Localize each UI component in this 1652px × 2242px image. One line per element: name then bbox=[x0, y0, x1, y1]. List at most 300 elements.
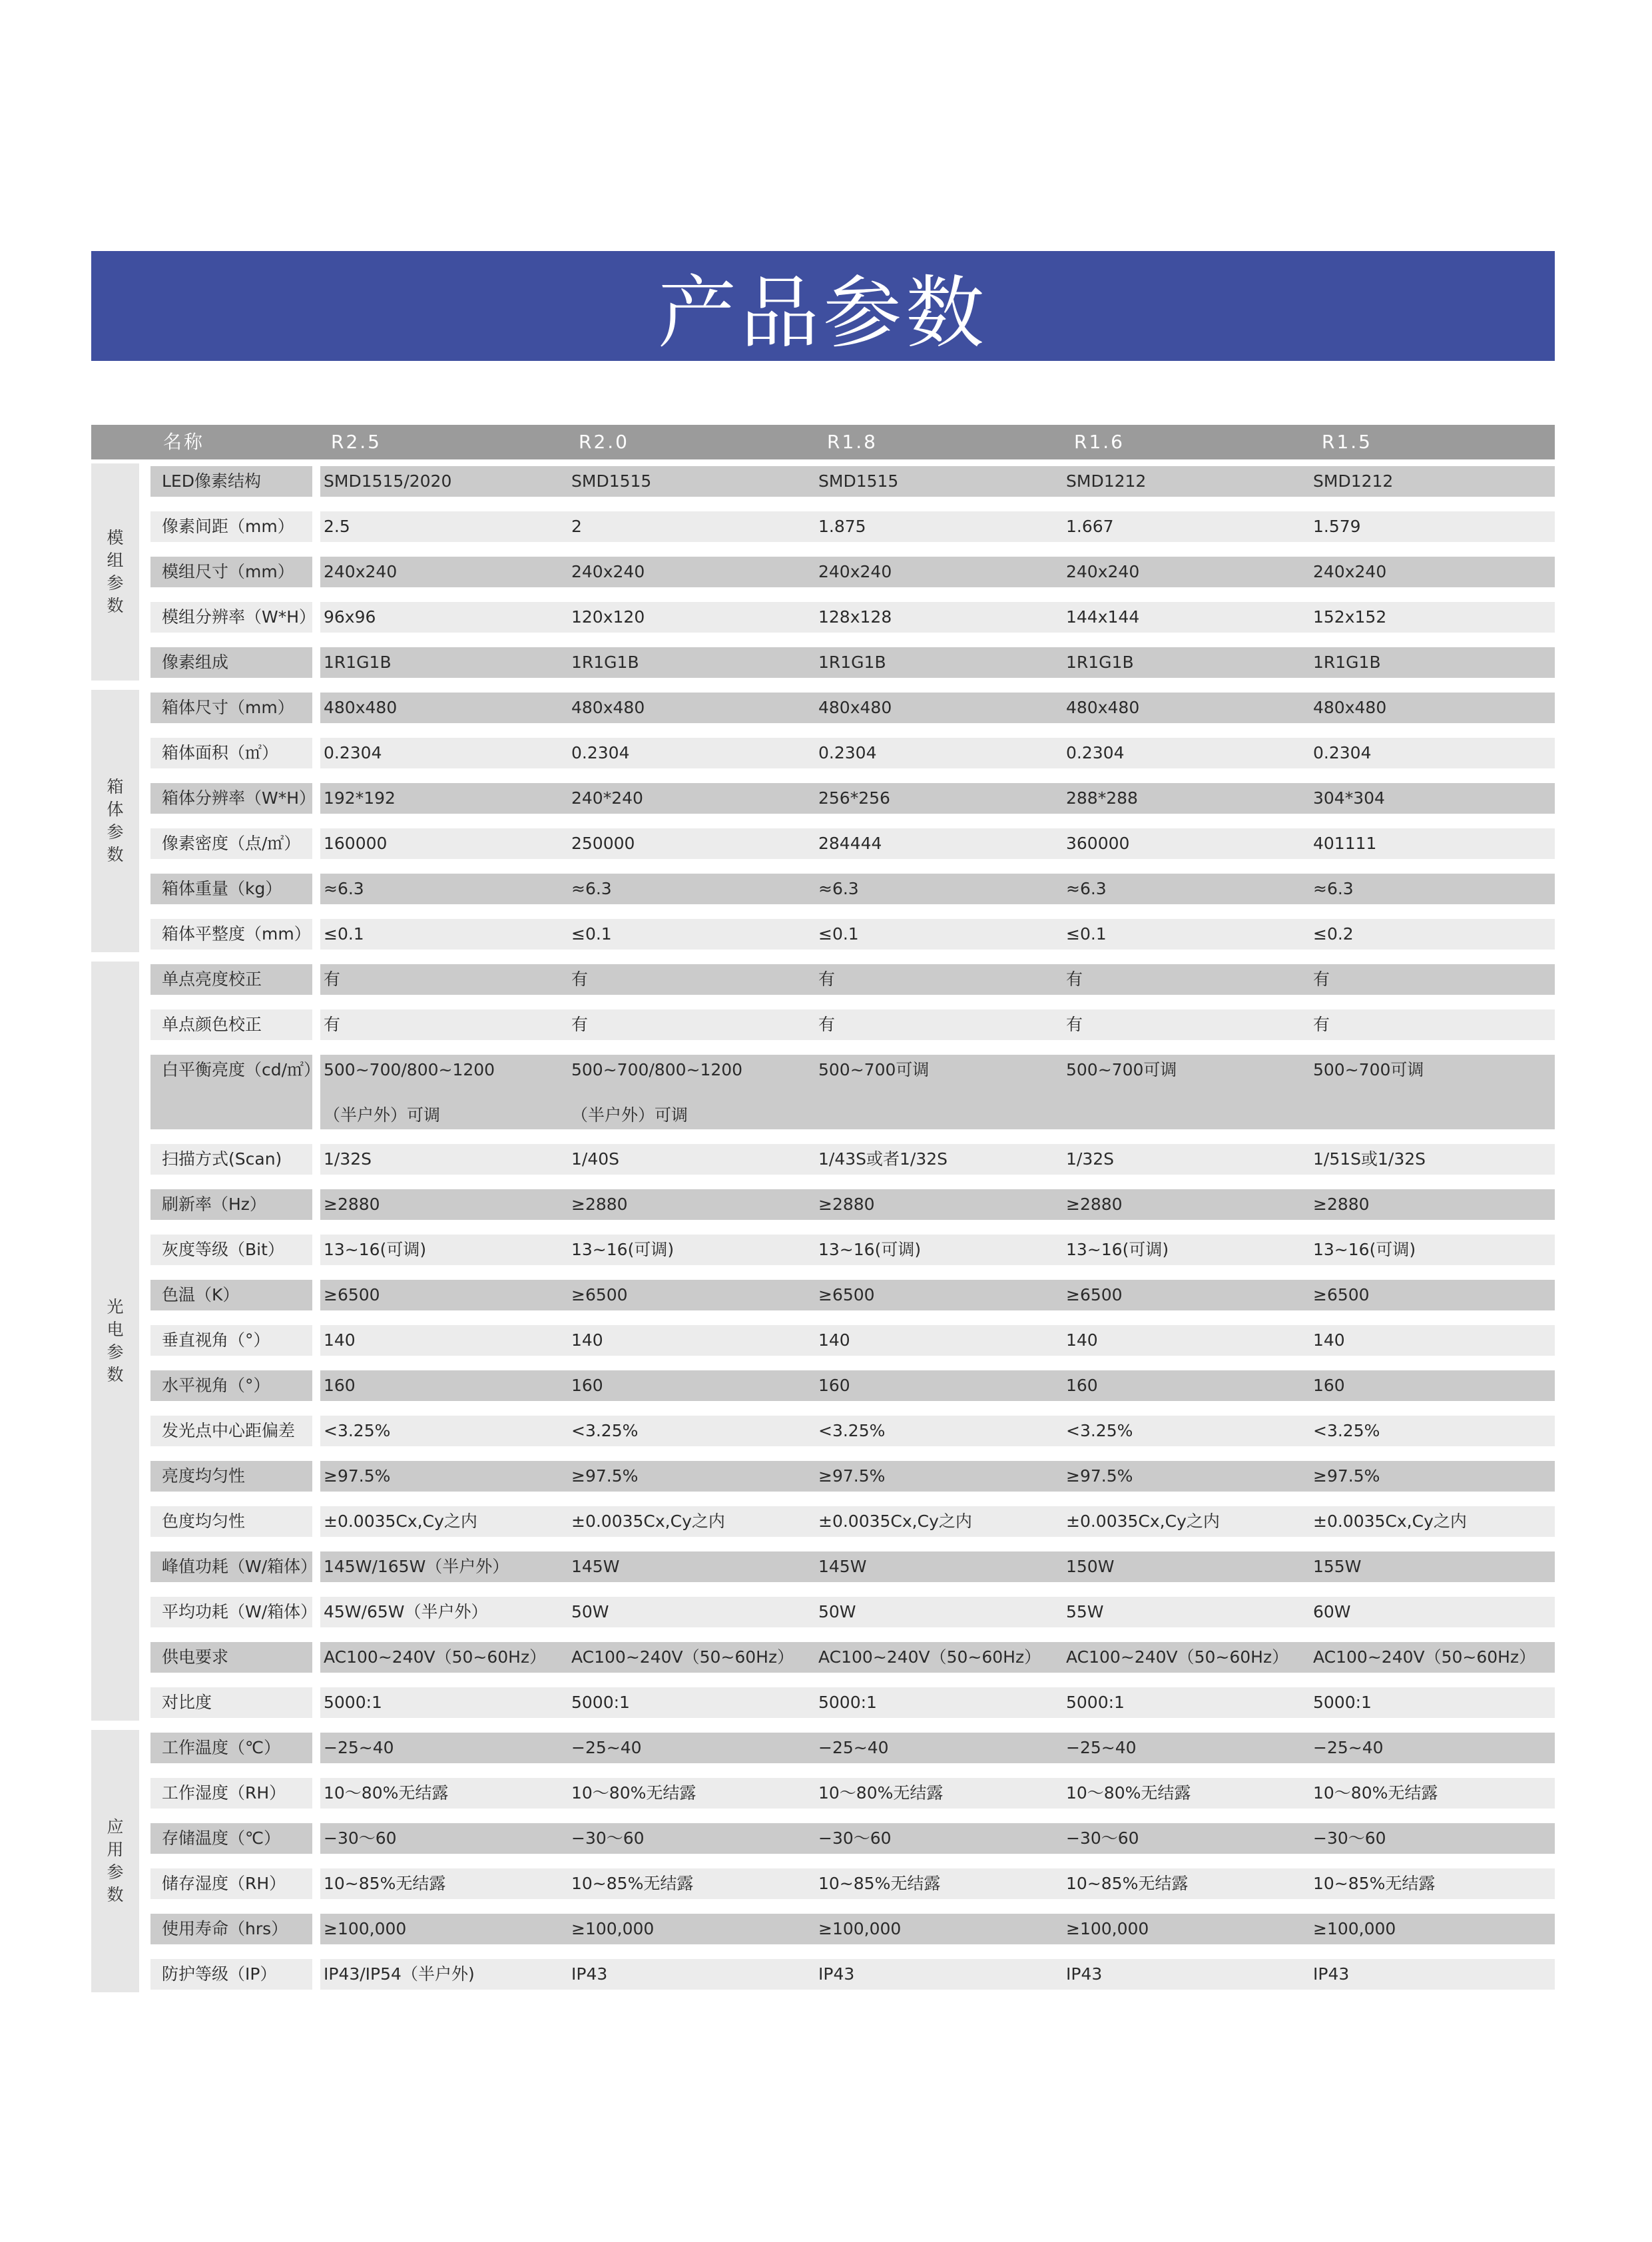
value-cell bbox=[818, 783, 890, 814]
table-row bbox=[150, 1009, 1555, 1040]
value-cell bbox=[324, 1914, 406, 1944]
value-cell bbox=[818, 1506, 972, 1537]
value-cell bbox=[1066, 1144, 1114, 1175]
row-values bbox=[320, 738, 1555, 768]
value-text: 13~16(可调) bbox=[571, 1240, 675, 1259]
table-row bbox=[150, 919, 1555, 950]
row-values bbox=[320, 1325, 1555, 1356]
value-text: 1/51S或1/32S bbox=[1313, 1149, 1426, 1169]
value-cell bbox=[1313, 1687, 1372, 1718]
value-cell bbox=[1066, 511, 1114, 542]
value-text: 10～80%无结露 bbox=[818, 1783, 944, 1803]
value-text: 288*288 bbox=[1066, 788, 1138, 808]
value-cell bbox=[571, 1370, 603, 1401]
group-label-text: 模组参数 bbox=[107, 528, 124, 615]
value-text: 10~85%无结露 bbox=[571, 1874, 694, 1893]
value-text: 256*256 bbox=[818, 788, 890, 808]
value-text: SMD1515 bbox=[571, 471, 652, 491]
row-values bbox=[320, 1733, 1555, 1763]
value-text: 360000 bbox=[1066, 834, 1130, 853]
row-label-text: LED像素结构 bbox=[162, 471, 261, 491]
value-cell bbox=[1066, 828, 1129, 859]
table-row bbox=[150, 557, 1555, 587]
header-model-r15: R1.5 bbox=[1322, 431, 1372, 453]
value-cell bbox=[1066, 1914, 1149, 1944]
value-cell bbox=[324, 1506, 477, 1537]
value-text: 155W bbox=[1313, 1557, 1362, 1576]
row-label bbox=[150, 1325, 312, 1356]
value-cell bbox=[1066, 647, 1134, 678]
row-label-text: 平均功耗（W/箱体） bbox=[162, 1602, 318, 1621]
value-cell bbox=[324, 1823, 397, 1854]
row-label bbox=[150, 1914, 312, 1944]
value-cell bbox=[571, 783, 643, 814]
value-cell bbox=[571, 647, 639, 678]
row-values bbox=[320, 1370, 1555, 1401]
value-cell bbox=[324, 1189, 380, 1220]
value-cell bbox=[818, 647, 886, 678]
row-label-text: 使用寿命（hrs） bbox=[162, 1919, 288, 1938]
value-cell bbox=[324, 1551, 509, 1582]
value-text: ≈6.3 bbox=[818, 879, 859, 898]
value-text: 有 bbox=[571, 1015, 589, 1034]
value-cell bbox=[818, 1370, 850, 1401]
row-label-text: 工作湿度（RH） bbox=[162, 1783, 286, 1803]
row-label-text: 垂直视角（°） bbox=[162, 1330, 270, 1350]
value-cell bbox=[571, 1914, 654, 1944]
value-cell bbox=[571, 964, 588, 995]
value-text: 1.667 bbox=[1066, 517, 1114, 536]
value-cell bbox=[324, 1733, 394, 1763]
row-values bbox=[320, 1055, 1555, 1129]
value-text: −25~40 bbox=[1313, 1738, 1384, 1757]
value-text: IP43 bbox=[1066, 1964, 1103, 1984]
row-label bbox=[150, 602, 316, 633]
value-cell bbox=[324, 1597, 488, 1627]
value-cell bbox=[571, 1733, 642, 1763]
table-row bbox=[150, 1778, 1555, 1809]
value-cell bbox=[1313, 693, 1386, 723]
value-text: 240x240 bbox=[571, 562, 645, 581]
value-text: −25~40 bbox=[1066, 1738, 1137, 1757]
value-text: ≈6.3 bbox=[324, 879, 364, 898]
value-cell bbox=[571, 1416, 638, 1446]
value-text: ≥100,000 bbox=[818, 1919, 902, 1938]
value-text: AC100~240V（50~60Hz） bbox=[571, 1647, 794, 1667]
value-cell bbox=[1313, 466, 1393, 497]
row-label bbox=[150, 1823, 312, 1854]
value-text: 60W bbox=[1313, 1602, 1351, 1621]
row-label-text: 模组尺寸（mm） bbox=[162, 562, 294, 581]
value-cell bbox=[571, 466, 651, 497]
value-text: 120x120 bbox=[571, 607, 645, 627]
value-text: ≥100,000 bbox=[324, 1919, 407, 1938]
row-label bbox=[150, 1597, 318, 1627]
value-text: 13~16(可调) bbox=[1066, 1240, 1169, 1259]
value-cell bbox=[818, 1914, 901, 1944]
table-row bbox=[150, 1235, 1555, 1265]
row-label-text: 峰值功耗（W/箱体） bbox=[162, 1557, 318, 1576]
table-header bbox=[91, 425, 1555, 459]
row-values bbox=[320, 1506, 1555, 1537]
group-label bbox=[91, 463, 139, 681]
value-text: 145W bbox=[818, 1557, 867, 1576]
value-cell bbox=[1313, 1733, 1384, 1763]
value-text: ≤0.1 bbox=[324, 924, 364, 944]
value-text: <3.25% bbox=[571, 1421, 639, 1440]
value-text: 1R1G1B bbox=[571, 653, 639, 672]
row-label bbox=[150, 1551, 318, 1582]
value-cell bbox=[1066, 1370, 1098, 1401]
value-cell bbox=[818, 1235, 921, 1265]
value-cell bbox=[324, 693, 397, 723]
value-text: ≥97.5% bbox=[571, 1466, 639, 1486]
value-cell bbox=[1066, 1325, 1098, 1356]
value-text: AC100~240V（50~60Hz） bbox=[324, 1647, 547, 1667]
header-model-r16: R1.6 bbox=[1074, 431, 1125, 453]
row-label-text: 刷新率（Hz） bbox=[162, 1195, 266, 1214]
value-text: 有 bbox=[324, 1015, 341, 1034]
value-text: 480x480 bbox=[818, 698, 892, 717]
table-row bbox=[150, 647, 1555, 678]
value-text: 401111 bbox=[1313, 834, 1377, 853]
value-cell bbox=[818, 1687, 877, 1718]
value-text: 0.2304 bbox=[324, 743, 382, 762]
value-text: ≥100,000 bbox=[1066, 1919, 1149, 1938]
group-label-text: 箱体参数 bbox=[107, 777, 124, 864]
value-text: ≥6500 bbox=[1313, 1285, 1370, 1304]
value-cell bbox=[818, 1733, 889, 1763]
row-values bbox=[320, 1914, 1555, 1944]
value-cell bbox=[324, 466, 451, 497]
value-text: 2 bbox=[571, 517, 582, 536]
row-label bbox=[150, 1506, 312, 1537]
value-text: ≤0.1 bbox=[1066, 924, 1107, 944]
table-row bbox=[150, 693, 1555, 723]
value-cell bbox=[1313, 1506, 1467, 1537]
value-text: 10~85%无结露 bbox=[818, 1874, 941, 1893]
value-text: 240x240 bbox=[324, 562, 398, 581]
value-text: 有 bbox=[1066, 1015, 1083, 1034]
value-cell bbox=[571, 1189, 628, 1220]
value-text: 55W bbox=[1066, 1602, 1104, 1621]
row-label-text: 存储温度（℃） bbox=[162, 1828, 281, 1848]
value-text: ≤0.2 bbox=[1313, 924, 1354, 944]
row-label-text: 像素间距（mm） bbox=[162, 517, 294, 536]
row-label bbox=[150, 693, 312, 723]
row-label bbox=[150, 1733, 312, 1763]
value-cell bbox=[1066, 1280, 1123, 1310]
value-cell bbox=[1313, 511, 1361, 542]
value-text: 192*192 bbox=[324, 788, 396, 808]
table-row bbox=[150, 1461, 1555, 1492]
value-cell bbox=[818, 828, 882, 859]
value-text-line2: （半户外）可调 bbox=[324, 1105, 441, 1125]
row-label bbox=[150, 1687, 312, 1718]
row-values bbox=[320, 511, 1555, 542]
group-label bbox=[91, 690, 139, 952]
row-label bbox=[150, 783, 316, 814]
row-values bbox=[320, 647, 1555, 678]
table-row bbox=[150, 964, 1555, 995]
row-label-text: 发光点中心距偏差 bbox=[162, 1421, 296, 1440]
value-cell bbox=[818, 557, 892, 587]
header-model-r25: R2.5 bbox=[331, 431, 382, 453]
row-values bbox=[320, 964, 1555, 995]
value-text: ≥6500 bbox=[324, 1285, 380, 1304]
table-row bbox=[150, 1687, 1555, 1718]
value-cell bbox=[1066, 1009, 1083, 1040]
value-cell bbox=[571, 1325, 603, 1356]
value-text: ≈6.3 bbox=[1066, 879, 1107, 898]
value-cell bbox=[818, 1778, 943, 1809]
value-cell bbox=[1066, 557, 1139, 587]
value-text: 5000:1 bbox=[1313, 1693, 1372, 1712]
value-cell bbox=[1066, 738, 1124, 768]
value-cell bbox=[571, 828, 635, 859]
value-text: 144x144 bbox=[1066, 607, 1140, 627]
value-text: 240x240 bbox=[1066, 562, 1140, 581]
table-row bbox=[150, 466, 1555, 497]
value-cell bbox=[1313, 1055, 1424, 1085]
value-text: 有 bbox=[818, 970, 836, 989]
value-cell bbox=[818, 1009, 835, 1040]
row-values bbox=[320, 1235, 1555, 1265]
value-text: −30～60 bbox=[571, 1828, 645, 1848]
table-row bbox=[150, 1733, 1555, 1763]
value-cell bbox=[1313, 1642, 1535, 1673]
value-text: ±0.0035Cx,Cy之内 bbox=[571, 1512, 725, 1531]
row-values bbox=[320, 874, 1555, 904]
value-cell bbox=[324, 1009, 340, 1040]
value-cell bbox=[1313, 602, 1386, 633]
value-text: ≥6500 bbox=[818, 1285, 875, 1304]
row-label bbox=[150, 511, 312, 542]
row-label-text: 对比度 bbox=[162, 1693, 212, 1712]
row-label bbox=[150, 1959, 312, 1990]
value-cell bbox=[571, 1778, 696, 1809]
value-text: 284444 bbox=[818, 834, 882, 853]
value-cell bbox=[571, 1687, 630, 1718]
value-text: ≥97.5% bbox=[324, 1466, 391, 1486]
value-text: 304*304 bbox=[1313, 788, 1385, 808]
value-text: 有 bbox=[1066, 970, 1083, 989]
value-text: −30～60 bbox=[1066, 1828, 1139, 1848]
value-cell bbox=[818, 1416, 885, 1446]
value-cell bbox=[1066, 1868, 1188, 1899]
row-label bbox=[150, 1370, 312, 1401]
value-text: 140 bbox=[1066, 1330, 1098, 1350]
value-cell bbox=[324, 1959, 475, 1990]
value-text: 150W bbox=[1066, 1557, 1115, 1576]
value-cell bbox=[324, 1235, 426, 1265]
value-cell bbox=[1066, 1687, 1125, 1718]
value-cell bbox=[571, 1959, 607, 1990]
value-text-line2: （半户外）可调 bbox=[571, 1105, 688, 1125]
row-label-text: 水平视角（°） bbox=[162, 1376, 270, 1395]
value-text: ±0.0035Cx,Cy之内 bbox=[324, 1512, 477, 1531]
table-row bbox=[150, 1370, 1555, 1401]
table-row bbox=[150, 783, 1555, 814]
value-cell bbox=[1066, 1235, 1169, 1265]
value-cell bbox=[571, 738, 629, 768]
value-text: 有 bbox=[1313, 1015, 1330, 1034]
group-label bbox=[91, 962, 139, 1721]
row-label-text: 白平衡亮度（cd/㎡） bbox=[162, 1060, 321, 1079]
value-text: 10～80%无结露 bbox=[571, 1783, 696, 1803]
value-cell bbox=[324, 783, 396, 814]
value-text: 152x152 bbox=[1313, 607, 1387, 627]
row-values bbox=[320, 466, 1555, 497]
row-label-text: 灰度等级（Bit） bbox=[162, 1240, 284, 1259]
row-label bbox=[150, 1235, 312, 1265]
value-cell bbox=[324, 964, 340, 995]
value-text: SMD1515/2020 bbox=[324, 471, 452, 491]
value-cell bbox=[324, 1778, 448, 1809]
value-cell bbox=[1313, 964, 1330, 995]
row-values bbox=[320, 1416, 1555, 1446]
value-text: 5000:1 bbox=[571, 1693, 630, 1712]
value-text: SMD1212 bbox=[1066, 471, 1147, 491]
row-values bbox=[320, 1009, 1555, 1040]
value-text: 500~700可调 bbox=[1066, 1060, 1177, 1079]
value-text: ≥100,000 bbox=[571, 1919, 655, 1938]
table-row bbox=[150, 1914, 1555, 1944]
value-text: 160 bbox=[571, 1376, 603, 1395]
value-text: 500~700可调 bbox=[1313, 1060, 1424, 1079]
value-text: AC100~240V（50~60Hz） bbox=[1066, 1647, 1289, 1667]
value-cell bbox=[1066, 693, 1139, 723]
group-label bbox=[91, 1730, 139, 1992]
value-cell bbox=[1066, 919, 1107, 950]
row-label-text: 单点亮度校正 bbox=[162, 970, 262, 989]
value-text: 240x240 bbox=[1313, 562, 1387, 581]
value-text: −25~40 bbox=[571, 1738, 642, 1757]
row-label bbox=[150, 1189, 312, 1220]
value-cell bbox=[1066, 1189, 1123, 1220]
table-row bbox=[150, 1506, 1555, 1537]
table-row bbox=[150, 1280, 1555, 1310]
value-text: 50W bbox=[571, 1602, 609, 1621]
row-label-text: 像素密度（点/㎡） bbox=[162, 834, 301, 853]
value-text: 145W bbox=[571, 1557, 620, 1576]
row-label-text: 箱体面积（㎡） bbox=[162, 743, 279, 762]
value-cell bbox=[1066, 783, 1138, 814]
value-text: 13~16(可调) bbox=[324, 1240, 427, 1259]
row-label-text: 防护等级（IP） bbox=[162, 1964, 277, 1984]
value-text: <3.25% bbox=[1313, 1421, 1380, 1440]
value-text: IP43 bbox=[571, 1964, 608, 1984]
value-cell bbox=[571, 1642, 794, 1673]
value-text: 1.875 bbox=[818, 517, 866, 536]
row-label bbox=[150, 1868, 312, 1899]
row-values bbox=[320, 1597, 1555, 1627]
row-label bbox=[150, 1461, 312, 1492]
value-cell bbox=[1313, 647, 1381, 678]
row-values bbox=[320, 1959, 1555, 1990]
value-cell bbox=[1313, 1959, 1349, 1990]
value-cell bbox=[571, 1597, 609, 1627]
value-text: IP43 bbox=[1313, 1964, 1350, 1984]
row-label bbox=[150, 828, 312, 859]
row-values bbox=[320, 1642, 1555, 1673]
value-cell bbox=[571, 557, 645, 587]
value-cell bbox=[1313, 1868, 1435, 1899]
value-cell bbox=[1313, 1914, 1396, 1944]
row-values bbox=[320, 1551, 1555, 1582]
value-text: 480x480 bbox=[324, 698, 398, 717]
value-cell bbox=[324, 1642, 546, 1673]
row-values bbox=[320, 919, 1555, 950]
value-text: 1R1G1B bbox=[818, 653, 886, 672]
value-cell bbox=[571, 1461, 638, 1492]
value-cell bbox=[324, 1687, 382, 1718]
value-text: ≥2880 bbox=[1066, 1195, 1123, 1214]
value-text: 有 bbox=[571, 970, 589, 989]
value-cell bbox=[1066, 1597, 1104, 1627]
value-text: ≥6500 bbox=[571, 1285, 628, 1304]
row-label bbox=[150, 1416, 312, 1446]
value-cell bbox=[818, 1551, 866, 1582]
value-text: 13~16(可调) bbox=[818, 1240, 922, 1259]
table-row bbox=[150, 1144, 1555, 1175]
value-text: 1.579 bbox=[1313, 517, 1361, 536]
value-cell bbox=[324, 1416, 390, 1446]
value-cell bbox=[324, 828, 387, 859]
value-cell bbox=[818, 738, 876, 768]
row-label-text: 箱体分辨率（W*H） bbox=[162, 788, 316, 808]
row-values bbox=[320, 783, 1555, 814]
value-text: ±0.0035Cx,Cy之内 bbox=[1313, 1512, 1467, 1531]
table-row bbox=[150, 828, 1555, 859]
value-cell bbox=[571, 1009, 588, 1040]
value-cell bbox=[1066, 1506, 1220, 1537]
value-text: 240x240 bbox=[818, 562, 892, 581]
value-cell bbox=[324, 1280, 380, 1310]
row-values bbox=[320, 557, 1555, 587]
row-values bbox=[320, 1823, 1555, 1854]
value-text: −30～60 bbox=[324, 1828, 397, 1848]
row-label bbox=[150, 1642, 312, 1673]
value-text: 1R1G1B bbox=[324, 653, 392, 672]
value-cell bbox=[324, 1055, 495, 1131]
value-cell bbox=[818, 1461, 885, 1492]
value-text: 160 bbox=[818, 1376, 850, 1395]
value-text: −25~40 bbox=[818, 1738, 889, 1757]
value-cell bbox=[1066, 874, 1107, 904]
value-cell bbox=[1066, 1416, 1133, 1446]
value-cell bbox=[1066, 1055, 1177, 1085]
value-text: ≥2880 bbox=[571, 1195, 628, 1214]
value-text: 480x480 bbox=[1313, 698, 1387, 717]
value-cell bbox=[1313, 1009, 1330, 1040]
value-cell bbox=[1313, 874, 1354, 904]
row-label-text: 色度均匀性 bbox=[162, 1512, 246, 1531]
value-text: ≥100,000 bbox=[1313, 1919, 1396, 1938]
row-label bbox=[150, 1280, 312, 1310]
value-cell bbox=[1066, 1642, 1288, 1673]
value-cell bbox=[1066, 1551, 1114, 1582]
value-text: ±0.0035Cx,Cy之内 bbox=[1066, 1512, 1220, 1531]
value-cell bbox=[571, 919, 612, 950]
table-row bbox=[150, 602, 1555, 633]
value-cell bbox=[818, 1144, 948, 1175]
row-label-text: 箱体重量（kg） bbox=[162, 879, 282, 898]
value-text: 10~85%无结露 bbox=[1313, 1874, 1436, 1893]
value-text: 128x128 bbox=[818, 607, 892, 627]
header-model-r18: R1.8 bbox=[827, 431, 878, 453]
row-label-text: 模组分辨率（W*H） bbox=[162, 607, 316, 627]
